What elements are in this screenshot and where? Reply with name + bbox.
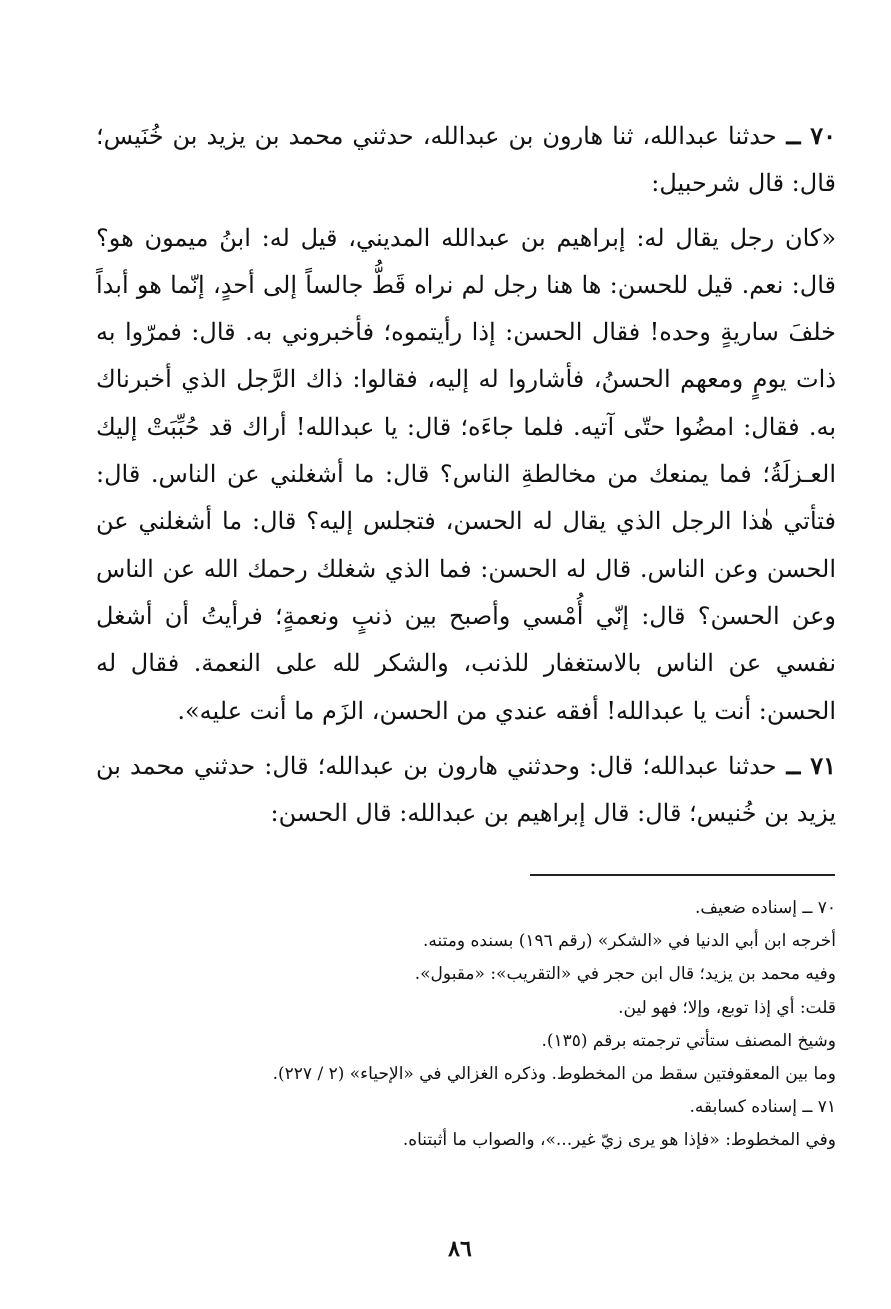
footnote-divider	[530, 874, 835, 876]
main-text	[96, 112, 836, 837]
entry-71-isnad: ٧١ ــ حدثنا عبدالله؛ قال: وحدثني هارون بن عبدالله؛ قال: حدثني محمد بن يزيد بن خُنيس؛ قال: قال إبراهيم بن عبدالله: قال الحسن:	[96, 750, 836, 828]
entry-70-matn: «كان رجل يقال له: إبراهيم بن عبدالله المديني، قيل له: ابنُ ميمون هو؟ قال: نعم. قيل للحسن: ها هنا رجل لم نراه قَطُّ جالساً إلى أحدٍ، إنّما هو أبداً خلفَ ساريةٍ وحده! فقال الحسن: إذا رأيتموه؛ فأخبروني به. قال: فمرّوا به ذات يومٍ ومعهم الحسنُ، فأشاروا له إليه، فقالوا: ذاك الرَّجل الذي أخبرناك به. فقال: امضُوا حتّى آتيه. فلما جاءَه؛ قال: يا عبدالله! أراك قد حُبِّبَتْ إليك العـزلَةُ؛ فما يمنعك من مخالطةِ الناس؟ قال: ما أشغلني عن الناس. قال: فتأتي هٰذا الرجل الذي يقال له الحسن، فتجلس إليه؟ قال: ما أشغلني عن الحسن وعن الناس. قال له الحسن: فما الذي شغلك رحمك الله عن الناس وعن الحسن؟ قال: إنّي أُمْسي وأصبح بين ذنبٍ ونعمةٍ؛ فرأيتُ أن أشغل نفسي عن الناس بالاستغفار للذنب، والشكر لله على النعمة. فقال له الحسن: أنت يا عبدالله! أفقه عندي من الحسن، الزَم ما أنت عليه».	[96, 223, 837, 725]
footnote-line: وفي المخطوط: «فإذا هو يرى زيّ غير...»، والصواب ما أثبتناه.	[402, 1130, 836, 1151]
footnote-line: ٧٠ ــ إسناده ضعيف.	[695, 898, 836, 918]
footnotes	[140, 892, 836, 1158]
page-number: ٨٦	[448, 1236, 472, 1262]
entry-71-number: ٧١	[810, 750, 836, 780]
footnote-line: قلت: أي إذا توبع، وإلا؛ فهو لين.	[618, 997, 836, 1018]
footnote-line: وفيه محمد بن يزيد؛ قال ابن حجر في «التقريب»: «مقبول».	[414, 964, 836, 985]
entry-71-isnad-text: حدثنا عبدالله؛ قال: وحدثني هارون بن عبدالله؛ قال: حدثني محمد بن يزيد بن خُنيس؛ قال: قال إبراهيم بن عبدالله: قال الحسن:	[96, 751, 836, 828]
entry-70-isnad-text: حدثنا عبدالله، ثنا هارون بن عبدالله، حدثني محمد بن يزيد بن خُنَيس؛ قال: قال شرحبيل:	[96, 122, 836, 198]
footnote-line: وما بين المعقوفتين سقط من المخطوط. وذكره الغزالي في «الإحياء» (٢ / ٢٢٧).	[272, 1064, 836, 1085]
entry-70-number: ٧٠	[810, 121, 836, 150]
footnote-line: أخرجه ابن أبي الدنيا في «الشكر» (رقم ١٩٦) بسنده ومتنه.	[423, 931, 836, 952]
footnote-line: ٧١ ــ إسناده كسابقه.	[689, 1097, 836, 1118]
entry-70-isnad: ٧٠ ــ حدثنا عبدالله، ثنا هارون بن عبدالله، حدثني محمد بن يزيد بن خُنَيس؛ قال: قال شرحبيل:	[96, 121, 836, 198]
footnote-line: وشيخ المصنف ستأتي ترجمته برقم (١٣٥).	[541, 1030, 836, 1051]
